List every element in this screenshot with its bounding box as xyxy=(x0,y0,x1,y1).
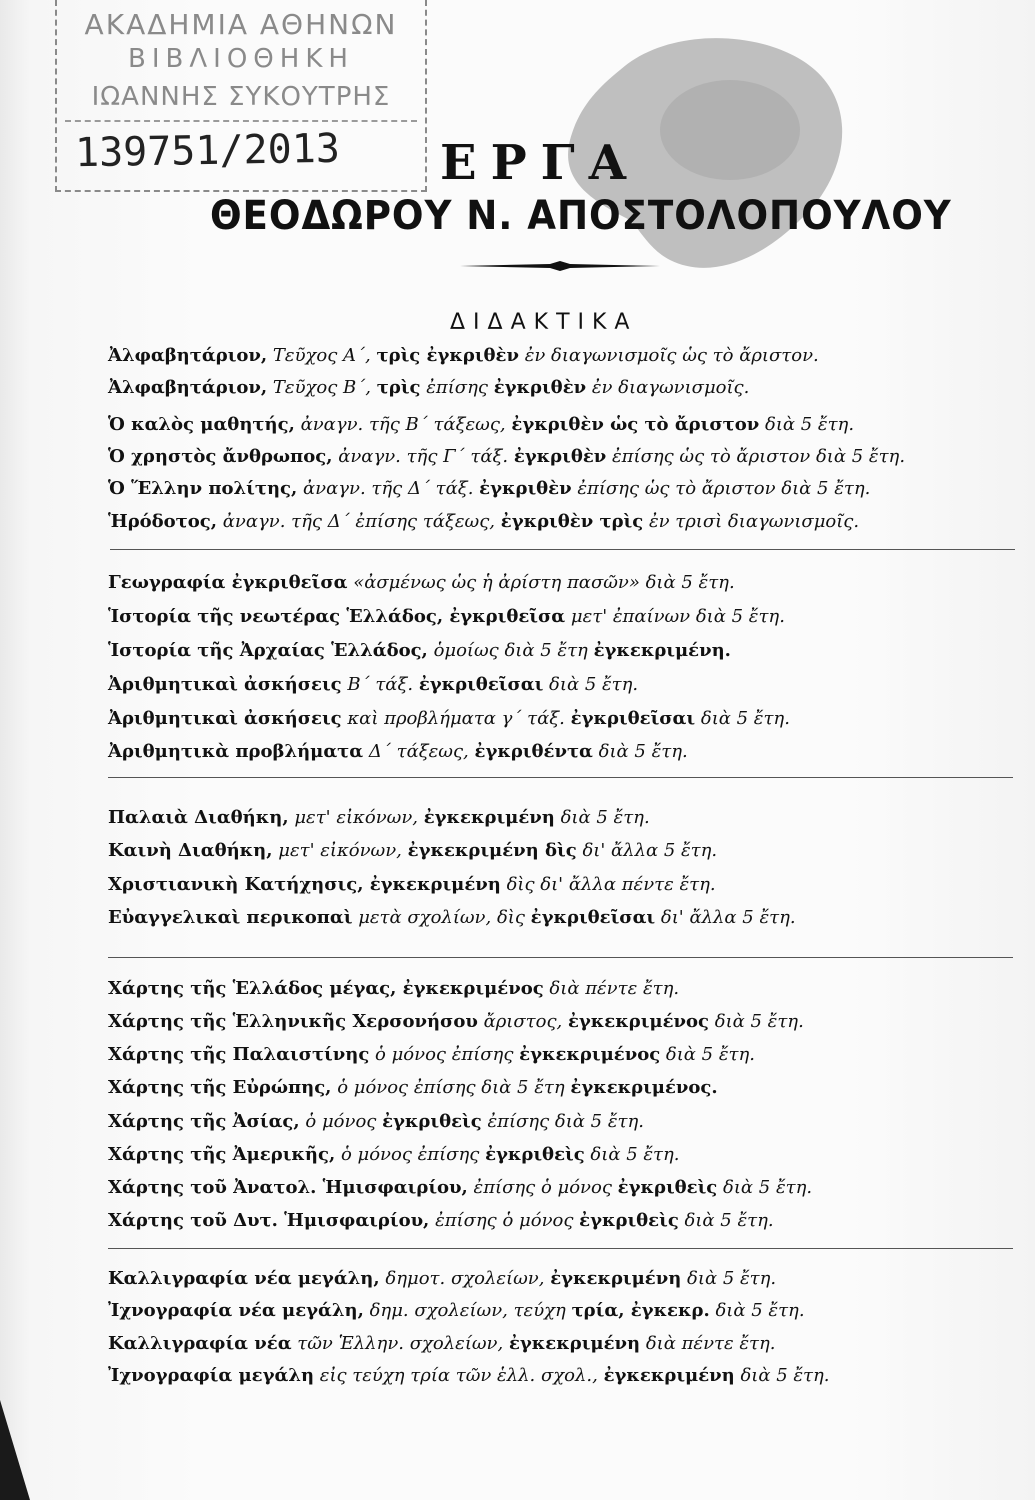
entry-bold-text: Χάρτης τῆς Εὐρώπης, xyxy=(108,1077,332,1098)
entry-bold-text: Παλαιὰ Διαθήκη, xyxy=(108,807,289,828)
entry-bold-text: Εὐαγγελικαὶ περικοπαὶ xyxy=(108,907,353,928)
entry-italic-text: διὰ 5 ἔτη. xyxy=(740,1365,830,1386)
entry-bold-text: Χάρτης τῆς Ἑλληνικῆς Χερσονήσου xyxy=(108,1011,478,1032)
entry-bold-text: τρὶς xyxy=(376,377,421,398)
entry-italic-text: ἀναγν. τῆς Δ΄ ἐπίσης τάξεως, xyxy=(222,511,496,532)
entry-bold-text: ἐγκριθὲν xyxy=(513,446,607,467)
entry-italic-text: ἐπίσης ὡς τὸ ἄριστον διὰ 5 ἔτη. xyxy=(612,446,906,467)
entry-italic-text: μετ' ἐπαίνων διὰ 5 ἔτη. xyxy=(570,606,785,627)
entry-italic-text: δημ. σχολείων, τεύχη xyxy=(369,1300,566,1321)
entry-line xyxy=(108,840,717,862)
entry-bold-text: Ὁ καλὸς μαθητής, xyxy=(108,414,295,435)
entry-bold-text: Καινὴ Διαθήκη, xyxy=(108,840,273,861)
entry-italic-text: διὰ 5 ἔτη. xyxy=(714,1011,804,1032)
entry-line xyxy=(108,1210,774,1232)
entry-bold-text: ἐγκριθὲν ὡς τὸ ἄριστον xyxy=(511,414,760,435)
entry-bold-text: Χάρτης τοῦ Δυτ. Ἡμισφαιρίου, xyxy=(108,1210,430,1231)
author-name: ΘΕΟΔΩΡΟΥ Ν. ΑΠΟΣΤΟΛΟΠΟΥΛΟΥ xyxy=(210,193,952,239)
entry-bold-text: Ἀριθμητικαὶ ἀσκήσεις xyxy=(108,708,342,729)
entry-line xyxy=(108,1268,776,1290)
stamp-line-library: ΒΙΒΛΙΟΘΗΚΗ xyxy=(128,44,354,74)
entry-italic-text: εἰς τεύχη τρία τῶν ἑλλ. σχολ., xyxy=(319,1365,598,1386)
entry-bold-text: Ἀλφαβητάριον, xyxy=(108,345,268,366)
section-divider xyxy=(110,549,1015,550)
entry-bold-text: Ὁ Ἕλλην πολίτης, xyxy=(108,478,298,499)
entry-italic-text: ἐπίσης ὁ μόνος xyxy=(435,1210,574,1231)
entry-bold-text: ἐγκριθεῖσαι xyxy=(530,907,656,928)
entry-bold-text: ἐγκριθὲν xyxy=(479,478,572,499)
entry-italic-text: διὰ 5 ἔτη. xyxy=(665,1044,755,1065)
entry-bold-text: Ὁ χρηστὸς ἄνθρωπος, xyxy=(108,446,333,467)
entry-line xyxy=(108,1144,680,1166)
entry-italic-text: διὰ 5 ἔτη. xyxy=(560,807,650,828)
entry-line xyxy=(108,1177,812,1199)
entry-bold-text: ἐγκριθεὶς xyxy=(579,1210,679,1231)
entry-bold-text: ἐγκεκριμένη. xyxy=(593,640,731,661)
entry-bold-text: Ἀλφαβητάριον, xyxy=(108,377,268,398)
entry-italic-text: ἐπίσης ὁ μόνος xyxy=(473,1177,612,1198)
entry-italic-text: καὶ προβλήματα γ΄ τάξ. xyxy=(347,708,565,729)
entry-bold-text: τρὶς ἐγκριθὲν xyxy=(376,345,519,366)
stamp-line-academy: ΑΚΑΔΗΜΙΑ ΑΘΗΝΩΝ xyxy=(84,8,398,41)
entry-italic-text: ἀναγν. τῆς Δ΄ τάξ. xyxy=(303,478,474,499)
entry-bold-text: Ἱστορία τῆς νεωτέρας Ἑλλάδος, ἐγκριθεῖσα xyxy=(108,606,566,627)
stamp-line-collection: ΙΩΑΝΝΗΣ ΣΥΚΟΥΤΡΗΣ xyxy=(91,82,391,112)
entry-italic-text: Β΄ τάξ. xyxy=(347,674,414,695)
entry-italic-text: ἄριστος, xyxy=(483,1011,563,1032)
entry-bold-text: Χάρτης τῆς Παλαιστίνης xyxy=(108,1044,370,1065)
entry-bold-text: ἐγκριθεῖσαι xyxy=(570,708,696,729)
page-title: ΕΡΓΑ xyxy=(440,135,640,191)
entry-line xyxy=(108,1044,755,1066)
entry-bold-text: ἐγκεκριμένη xyxy=(550,1268,682,1289)
entry-italic-text: ἐπίσης xyxy=(426,377,488,398)
stamp-divider xyxy=(65,120,417,122)
section-title: ΔΙΔΑΚΤΙΚΑ xyxy=(450,310,638,335)
entry-italic-text: διὰ 5 ἔτη. xyxy=(700,708,790,729)
entry-line xyxy=(108,1077,718,1099)
entry-bold-text: Χριστιανικὴ Κατήχησις, ἐγκεκριμένη xyxy=(108,874,501,895)
entry-bold-text: ἐγκριθεῖσαι xyxy=(418,674,544,695)
entry-italic-text: ἐπίσης ὡς τὸ ἄριστον διὰ 5 ἔτη. xyxy=(577,478,871,499)
entry-italic-text: διὰ 5 ἔτη. xyxy=(715,1300,805,1321)
entry-italic-text: μετ' εἰκόνων, xyxy=(294,807,418,828)
library-stamp xyxy=(55,0,427,192)
entry-line xyxy=(108,345,819,367)
entry-line xyxy=(108,377,749,399)
entry-line xyxy=(108,708,790,730)
entry-bold-text: Καλλιγραφία νέα μεγάλη, xyxy=(108,1268,380,1289)
entry-italic-text: διὰ 5 ἔτη. xyxy=(723,1177,813,1198)
entry-bold-text: ἐγκριθὲν τρὶς xyxy=(500,511,644,532)
entry-bold-text: Χάρτης τοῦ Ἀνατολ. Ἡμισφαιρίου, xyxy=(108,1177,468,1198)
entry-bold-text: ἐγκεκριμένος. xyxy=(570,1077,718,1098)
entry-italic-text: ὁ μόνος ἐπίσης xyxy=(375,1044,514,1065)
entry-italic-text: δι' ἄλλα 5 ἔτη. xyxy=(660,907,796,928)
section-divider xyxy=(108,957,1013,958)
entry-italic-text: δὶς δι' ἄλλα πέντε ἔτη. xyxy=(506,874,716,895)
entry-italic-text: ὁμοίως διὰ 5 ἔτη xyxy=(433,640,588,661)
entry-bold-text: ἐγκεκριμένος xyxy=(567,1011,709,1032)
entry-italic-text: ὁ μόνος ἐπίσης διὰ 5 ἔτη xyxy=(337,1077,565,1098)
entry-italic-text: ἀναγν. τῆς Β΄ τάξεως, xyxy=(300,414,506,435)
entry-bold-text: ἐγκριθεὶς xyxy=(617,1177,718,1198)
entry-line xyxy=(108,572,735,594)
entry-italic-text: μετὰ σχολίων, δὶς xyxy=(358,907,525,928)
entry-line xyxy=(108,446,905,468)
entry-bold-text: ἐγκριθέντα xyxy=(474,741,593,762)
entry-bold-text: τρία, ἐγκεκρ. xyxy=(571,1300,710,1321)
entry-bold-text: Ἡρόδοτος, xyxy=(108,511,218,532)
entry-line xyxy=(108,807,650,829)
entry-line xyxy=(108,978,679,1000)
entry-bold-text: Χάρτης τῆς Ἀμερικῆς, xyxy=(108,1144,336,1165)
entry-bold-text: ἐγκεκριμένος xyxy=(519,1044,661,1065)
entry-line xyxy=(108,1011,804,1033)
entry-bold-text: Ἱστορία τῆς Ἀρχαίας Ἑλλάδος, xyxy=(108,640,428,661)
entry-line xyxy=(108,1333,776,1355)
entry-bold-text: ἐγκεκριμένη δὶς xyxy=(407,840,577,861)
entry-italic-text: Τεῦχος Α΄, xyxy=(272,345,371,366)
entry-italic-text: ὁ μόνος xyxy=(305,1111,377,1132)
entry-italic-text: «ἀσμένως ὡς ἡ ἀρίστη πασῶν» διὰ 5 ἔτη. xyxy=(353,572,735,593)
entry-line xyxy=(108,414,854,436)
entry-italic-text: διὰ 5 ἔτη. xyxy=(590,1144,680,1165)
entry-italic-text: ἐν διαγωνισμοῖς ὡς τὸ ἄριστον. xyxy=(524,345,819,366)
entry-bold-text: ἐγκριθεὶς xyxy=(485,1144,585,1165)
entry-bold-text: Γεωγραφία ἐγκριθεῖσα xyxy=(108,572,348,593)
entry-bold-text: ἐγκριθὲν xyxy=(493,377,587,398)
entry-line xyxy=(108,511,859,533)
entry-bold-text: Καλλιγραφία νέα xyxy=(108,1333,292,1354)
entry-italic-text: διὰ 5 ἔτη. xyxy=(764,414,855,435)
entry-italic-text: δημοτ. σχολείων, xyxy=(385,1268,545,1289)
entry-italic-text: τῶν Ἑλλην. σχολείων, xyxy=(297,1333,504,1354)
entry-bold-text: Ἰχνογραφία νέα μεγάλη, xyxy=(108,1300,364,1321)
entry-italic-text: διὰ πέντε ἔτη. xyxy=(549,978,680,999)
entry-bold-text: ἐγκεκριμένη xyxy=(508,1333,641,1354)
entry-italic-text: διὰ 5 ἔτη. xyxy=(598,741,688,762)
entry-italic-text: Τεῦχος Β΄, xyxy=(272,377,372,398)
entry-italic-text: διὰ πέντε ἔτη. xyxy=(645,1333,776,1354)
entry-bold-text: ἐγκεκριμένη xyxy=(603,1365,735,1386)
entry-italic-text: ἐν διαγωνισμοῖς. xyxy=(591,377,750,398)
section-divider xyxy=(108,777,1013,778)
entry-line xyxy=(108,674,638,696)
entry-bold-text: ἐγκεκριμένη xyxy=(423,807,555,828)
entry-line xyxy=(108,1300,805,1322)
section-divider xyxy=(108,1248,1013,1249)
entry-italic-text: διὰ 5 ἔτη. xyxy=(549,674,639,695)
entry-bold-text: Χάρτης τῆς Ἑλλάδος μέγας, ἐγκεκριμένος xyxy=(108,978,544,999)
entry-italic-text: Δ΄ τάξεως, xyxy=(368,741,469,762)
entry-italic-text: δι' ἄλλα 5 ἔτη. xyxy=(582,840,718,861)
entry-line xyxy=(108,907,796,929)
entry-italic-text: διὰ 5 ἔτη. xyxy=(684,1210,774,1231)
entry-bold-text: Ἀριθμητικαὶ ἀσκήσεις xyxy=(108,674,342,695)
entry-line xyxy=(108,874,716,896)
stamp-accession-number: 139751/2013 xyxy=(74,125,341,177)
entry-bold-text: Ἀριθμητικὰ προβλήματα xyxy=(108,741,364,762)
entry-line xyxy=(108,606,785,628)
entry-line xyxy=(108,640,731,662)
entry-line xyxy=(108,1111,644,1133)
entry-bold-text: ἐγκριθεὶς xyxy=(382,1111,482,1132)
entry-line xyxy=(108,741,688,763)
entry-line xyxy=(108,1365,830,1387)
entry-italic-text: ἐν τρισὶ διαγωνισμοῖς. xyxy=(648,511,860,532)
entry-italic-text: ὁ μόνος ἐπίσης xyxy=(340,1144,480,1165)
ornament-divider xyxy=(460,260,660,272)
entry-italic-text: μετ' εἰκόνων, xyxy=(278,840,402,861)
entry-italic-text: διὰ 5 ἔτη. xyxy=(687,1268,777,1289)
entry-italic-text: ἀναγν. τῆς Γ΄ τάξ. xyxy=(338,446,509,467)
page-edge-shadow xyxy=(0,1400,30,1500)
entry-bold-text: Ἰχνογραφία μεγάλη xyxy=(108,1365,315,1386)
entry-line xyxy=(108,478,870,500)
entry-bold-text: Χάρτης τῆς Ἀσίας, xyxy=(108,1111,300,1132)
entry-italic-text: ἐπίσης διὰ 5 ἔτη. xyxy=(487,1111,644,1132)
